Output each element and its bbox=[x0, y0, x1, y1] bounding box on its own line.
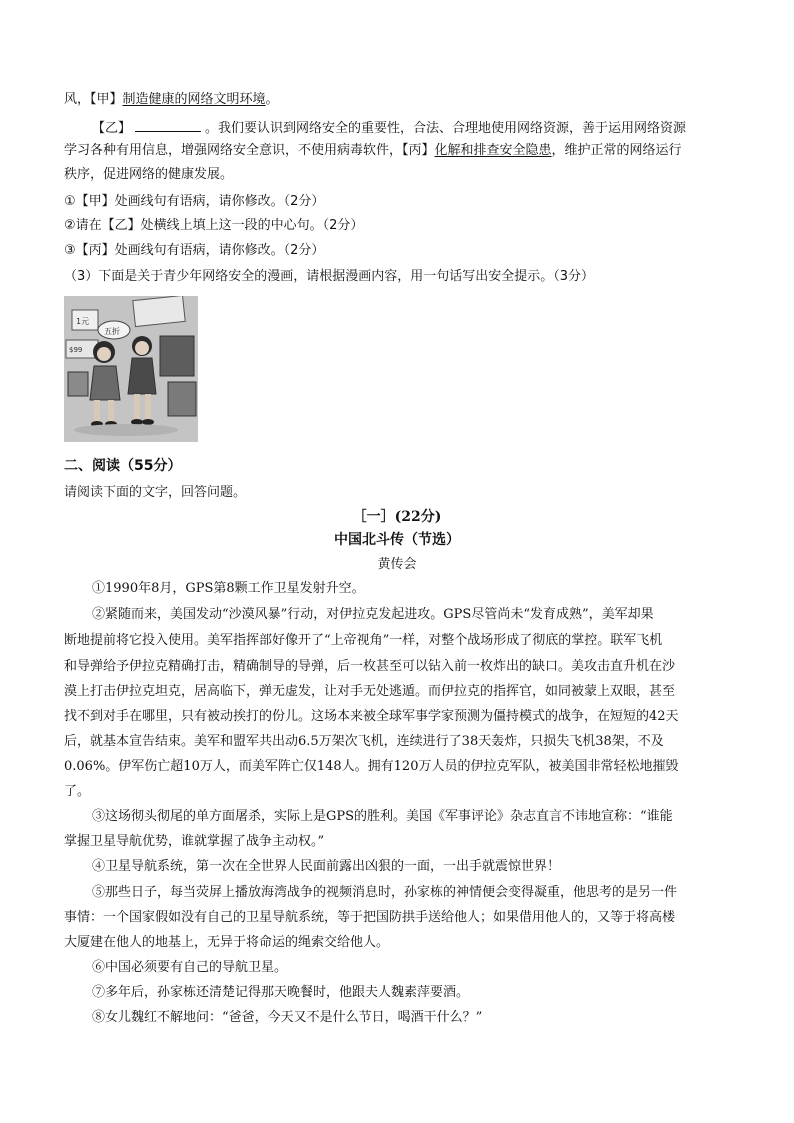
article-title: 中国北斗传（节选） bbox=[334, 532, 460, 548]
sub-question-2: ②请在【乙】处横线上填上这一段的中心句。（2分） bbox=[64, 218, 364, 233]
article-paragraph-2-line: 了。 bbox=[64, 784, 91, 799]
article-paragraph-7: ⑦多年后，孙家栋还清楚记得那天晚餐时，他跟夫人魏素萍要酒。 bbox=[92, 985, 470, 1000]
paragraph-line-3: 学习各种有用信息，增强网络安全意识，不使用病毒软件，【丙】化解和排查安全隐患，维护正常的网络运行 bbox=[64, 143, 682, 158]
comic-ad-label: 1元 bbox=[76, 317, 90, 326]
article-paragraph-2-line: 和导弹给予伊拉克精确打击，精确制导的导弹，后一枚甚至可以钻入前一枚炸出的缺口。美攻击直升机在沙 bbox=[64, 659, 676, 674]
article-paragraph-2-line: 断地提前将它投入使用。美军指挥部好像开了“上帝视角”一样，对整个战场形成了彻底的掌控。联军飞机 bbox=[64, 633, 663, 648]
part-heading: ［一］(22分) bbox=[352, 509, 442, 525]
article-paragraph-5-line: 大厦建在他人的地基上，无异于将命运的绳索交给他人。 bbox=[64, 935, 390, 950]
sub-question-1: ①【甲】处画线句有语病，请你修改。（2分） bbox=[64, 194, 325, 209]
article-paragraph-1: ①1990年8月，GPS第8颗工作卫星发射升空。 bbox=[92, 581, 365, 596]
article-paragraph-6: ⑥中国必须要有自己的导航卫星。 bbox=[92, 960, 288, 975]
article-paragraph-5-line: 事情：一个国家假如没有自己的卫星导航系统，等于把国防拱手送给他人；如果借用他人的，又等于将高楼 bbox=[64, 910, 676, 925]
section-title: 二、阅读（55分） bbox=[64, 458, 182, 474]
paragraph-line-4: 秩序，促进网络的健康发展。 bbox=[64, 167, 234, 182]
article-paragraph-8: ⑧女儿魏红不解地问：“爸爸，今天又不是什么节日，喝酒干什么？” bbox=[92, 1010, 483, 1025]
sub-question-3: ③【丙】处画线句有语病，请你修改。（2分） bbox=[64, 243, 325, 258]
underlined-sentence-bing: 化解和排查安全隐患 bbox=[434, 143, 552, 158]
underlined-sentence-jia: 制造健康的网络文明环境 bbox=[122, 92, 266, 107]
comic-price-label: $99 bbox=[69, 346, 83, 354]
comic-speech-bubble: 五折 bbox=[104, 327, 120, 336]
article-paragraph-2-line: 后，就基本宣告结束。美军和盟军共出动6.5万架次飞机，连续进行了38天轰炸，只损失飞机38架，不及 bbox=[64, 734, 664, 749]
question-comic-prompt: （3）下面是关于青少年网络安全的漫画，请根据漫画内容，用一句话写出安全提示。（3分） bbox=[64, 269, 595, 284]
comic-illustration bbox=[64, 296, 198, 442]
article-paragraph-4: ④卫星导航系统，第一次在全世界人民面前露出凶狠的一面，一出手就震惊世界！ bbox=[92, 859, 561, 874]
article-paragraph-2-line: 漠上打击伊拉克坦克，居高临下，弹无虚发，让对手无处逃遁。而伊拉克的指挥官，如同被蒙上双眼，甚至 bbox=[64, 684, 676, 699]
section-instruction: 请阅读下面的文字，回答问题。 bbox=[64, 485, 247, 500]
article-author: 黄传会 bbox=[377, 557, 417, 572]
answer-blank-yi[interactable] bbox=[135, 118, 201, 132]
article-paragraph-2: ②紧随而来，美国发动“沙漠风暴”行动，对伊拉克发起进攻。GPS尽管尚未“发育成熟”，美军却果 bbox=[92, 607, 654, 622]
paragraph-line-2: 【乙】 。我们要认识到网络安全的重要性，合法、合理地使用网络资源，善于运用网络资源 bbox=[92, 118, 734, 137]
comic-image bbox=[64, 296, 198, 442]
article-paragraph-3-line: 掌握卫星导航优势，谁就掌握了战争主动权。” bbox=[64, 834, 325, 849]
article-paragraph-3: ③这场彻头彻尾的单方面屠杀，实际上是GPS的胜利。美国《军事评论》杂志直言不讳地宣称：“谁能 bbox=[92, 809, 673, 824]
article-paragraph-2-line: 找不到对手在哪里，只有被动挨打的份儿。这场本来被全球军事学家预测为僵持模式的战争，在短短的42天 bbox=[64, 709, 679, 724]
paragraph-line-1: 风，【甲】制造健康的网络文明环境。 bbox=[64, 92, 279, 107]
article-paragraph-2-line: 0.06%。伊军伤亡超10万人，而美军阵亡仅148人。拥有120万人员的伊拉克军队，被美国非常轻松地摧毁 bbox=[64, 759, 679, 774]
article-paragraph-5: ⑤那些日子，每当荧屏上播放海湾战争的视频消息时，孙家栋的神情便会变得凝重，他思考的是另一件 bbox=[92, 885, 678, 900]
